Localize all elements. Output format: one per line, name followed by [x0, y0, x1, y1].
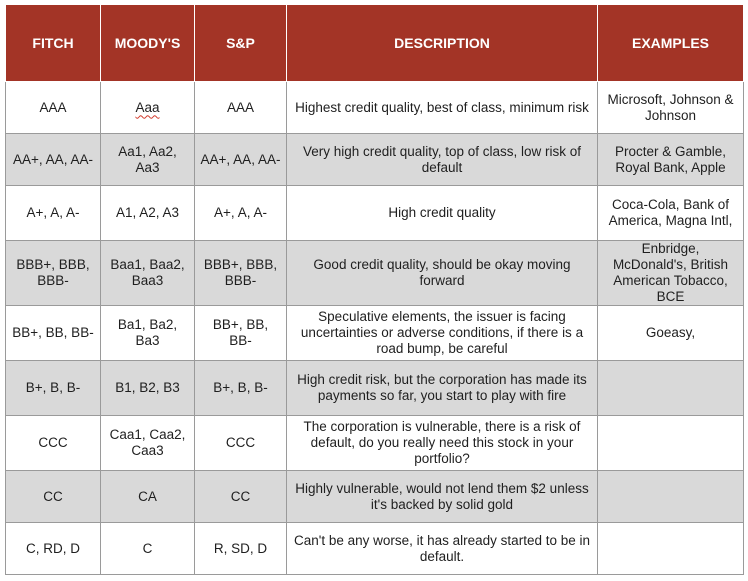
- fitch-cell: AA+, AA, AA-: [6, 134, 101, 186]
- sp-cell: BBB+, BBB, BBB-: [195, 241, 287, 306]
- moodys-cell-text: Aaa: [135, 99, 160, 115]
- fitch-cell: CC: [6, 471, 101, 523]
- description-cell: Very high credit quality, top of class, low risk of default: [287, 134, 598, 186]
- moodys-cell: A1, A2, A3: [101, 186, 195, 241]
- fitch-cell: C, RD, D: [6, 523, 101, 575]
- description-cell: The corporation is vulnerable, there is a risk of default, do you really need this stock in your portfolio?: [287, 416, 598, 471]
- fitch-cell: AAA: [6, 82, 101, 134]
- examples-cell: [598, 471, 744, 523]
- description-cell: High credit risk, but the corporation has made its payments so far, you start to play with fire: [287, 361, 598, 416]
- description-cell: Can't be any worse, it has already started to be in default.: [287, 523, 598, 575]
- sp-cell: A+, A, A-: [195, 186, 287, 241]
- sp-cell: BB+, BB, BB-: [195, 306, 287, 361]
- table-row: [6, 471, 744, 523]
- table-row: [6, 523, 744, 575]
- sp-cell: CCC: [195, 416, 287, 471]
- fitch-cell: CCC: [6, 416, 101, 471]
- fitch-cell: BB+, BB, BB-: [6, 306, 101, 361]
- description-cell: Good credit quality, should be okay moving forward: [287, 241, 598, 306]
- description-cell: High credit quality: [287, 186, 598, 241]
- examples-cell: [598, 523, 744, 575]
- description-cell: Speculative elements, the issuer is facing uncertainties or adverse conditions, if there is a road bump, be careful: [287, 306, 598, 361]
- table-row: [6, 241, 744, 306]
- table-row: [6, 361, 744, 416]
- moodys-cell: [101, 82, 195, 134]
- header-fitch: FITCH: [6, 5, 101, 82]
- examples-cell: [598, 361, 744, 416]
- table-row: [6, 416, 744, 471]
- moodys-cell: Baa1, Baa2, Baa3: [101, 241, 195, 306]
- fitch-cell: BBB+, BBB, BBB-: [6, 241, 101, 306]
- examples-cell: Enbridge, McDonald's, British American Tobacco, BCE: [598, 241, 744, 306]
- examples-cell: Coca-Cola, Bank of America, Magna Intl,: [598, 186, 744, 241]
- examples-cell: Microsoft, Johnson & Johnson: [598, 82, 744, 134]
- moodys-cell: Aa1, Aa2, Aa3: [101, 134, 195, 186]
- sp-cell: R, SD, D: [195, 523, 287, 575]
- header-moodys: MOODY'S: [101, 5, 195, 82]
- moodys-cell: B1, B2, B3: [101, 361, 195, 416]
- sp-cell: B+, B, B-: [195, 361, 287, 416]
- header-row: [6, 5, 744, 82]
- moodys-cell: C: [101, 523, 195, 575]
- fitch-cell: B+, B, B-: [6, 361, 101, 416]
- table-row: [6, 82, 744, 134]
- examples-cell: Procter & Gamble, Royal Bank, Apple: [598, 134, 744, 186]
- fitch-cell: A+, A, A-: [6, 186, 101, 241]
- table-row: [6, 306, 744, 361]
- table-row: [6, 186, 744, 241]
- header-examples: EXAMPLES: [598, 5, 744, 82]
- sp-cell: AAA: [195, 82, 287, 134]
- credit-ratings-table: [5, 4, 744, 575]
- header-description: DESCRIPTION: [287, 5, 598, 82]
- description-cell: Highest credit quality, best of class, minimum risk: [287, 82, 598, 134]
- header-sp: S&P: [195, 5, 287, 82]
- description-cell: Highly vulnerable, would not lend them $2 unless it's backed by solid gold: [287, 471, 598, 523]
- moodys-cell: Ba1, Ba2, Ba3: [101, 306, 195, 361]
- moodys-cell: CA: [101, 471, 195, 523]
- table-row: [6, 134, 744, 186]
- sp-cell: CC: [195, 471, 287, 523]
- moodys-cell: Caa1, Caa2, Caa3: [101, 416, 195, 471]
- sp-cell: AA+, AA, AA-: [195, 134, 287, 186]
- examples-cell: [598, 416, 744, 471]
- examples-cell: Goeasy,: [598, 306, 744, 361]
